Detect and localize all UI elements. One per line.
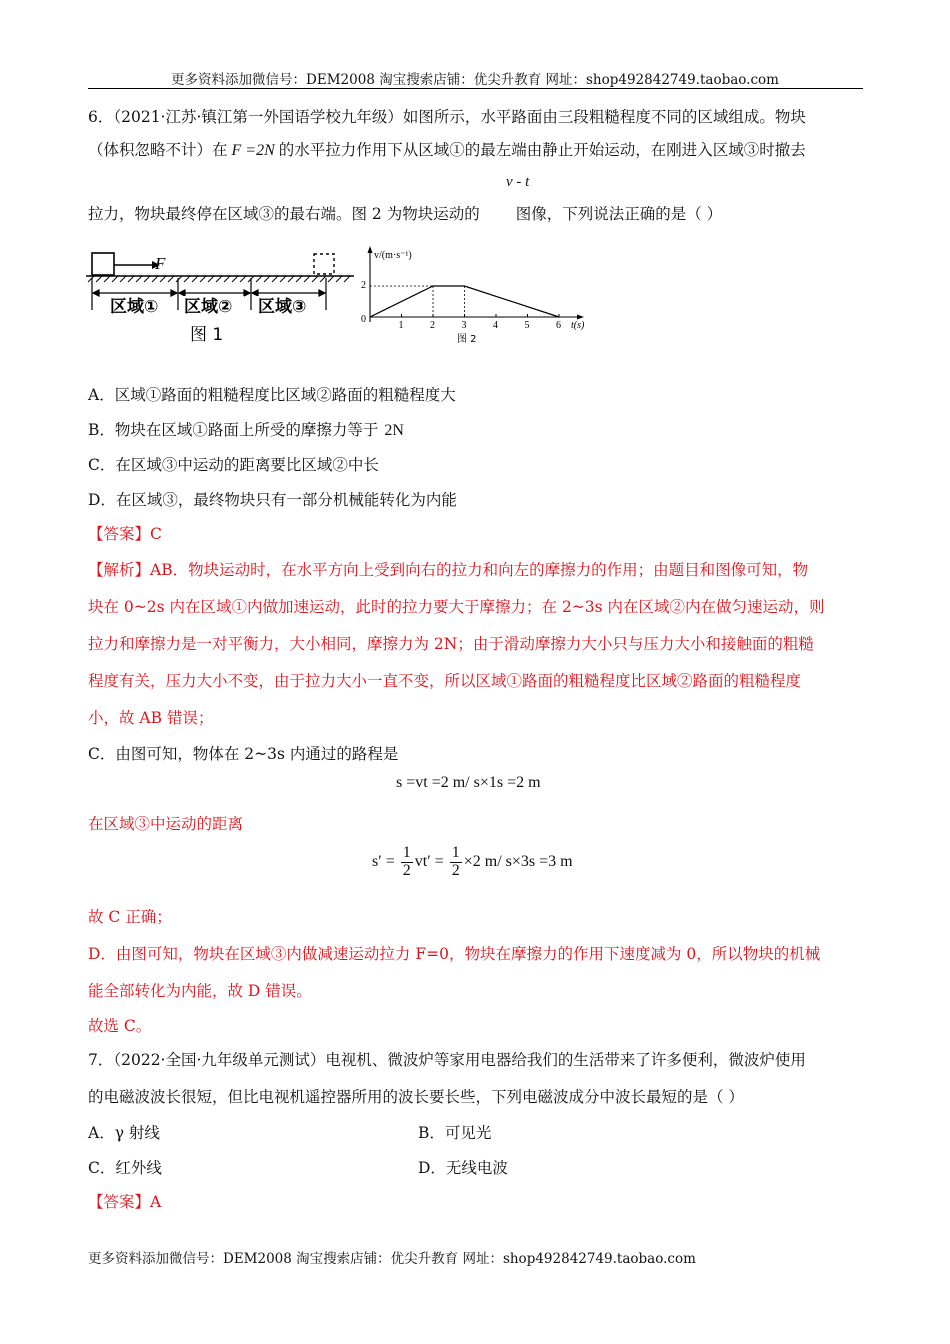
q7-line1: 7．（2022·全国·九年级单元测试）电视机、微波炉等家用电器给我们的生活带来了许多便利，微波炉使用 [88, 1051, 806, 1069]
y-axis-label: v/(m·s⁻¹) [374, 250, 412, 261]
q6-analysis-line7: 在区域③中运动的距离 [88, 815, 244, 833]
origin-label: 0 [361, 314, 366, 325]
q6-line3-b: 图像，下列说法正确的是（ ） [515, 205, 723, 223]
figure-1-caption: 图 1 [190, 325, 224, 345]
q6-analysis-line1: 【解析】AB．物块运动时，在水平方向上受到向右的拉力和向左的摩擦力的作用；由题目和图像可知，物 [88, 561, 809, 579]
road-hatching [88, 276, 350, 282]
q6-analysis-line9: D．由图可知，物块在区域③内做减速运动拉力 F=0，物块在摩擦力的作用下速度减为 0，所以物块的机械 [88, 945, 821, 963]
q7-option-d: D．无线电波 [418, 1159, 508, 1177]
q6-option-d: D．在区域③，最终物块只有一部分机械能转化为内能 [88, 491, 457, 509]
q6-line2 [88, 138, 806, 160]
eq2-rhs: ×2 m/ s×3s =3 m [463, 852, 573, 870]
force-equation: F =2N [231, 142, 275, 159]
x-tick-label-1: 1 [398, 320, 404, 331]
q6-analysis-line10: 能全部转化为内能，故 D 错误。 [88, 982, 312, 1000]
q6-line2-b: 的水平拉力作用下从区域①的最左端由静止开始运动，在刚进入区域③时撤去 [278, 141, 806, 159]
page-header: 更多资料添加微信号：DEM2008 淘宝搜索店铺：优尖升教育 网址：shop492842749.taobao.com [171, 72, 779, 88]
q6-analysis-line8: 故 C 正确； [88, 908, 172, 926]
q7-line2: 的电磁波波长很短，但比电视机遥控器所用的波长要长些，下列电磁波成分中波长最短的是（ ） [88, 1088, 744, 1106]
vt-chart [352, 242, 602, 346]
q6-option-c: C．在区域③中运动的距离要比区域②中长 [88, 456, 379, 474]
x-tick-label-5: 5 [524, 320, 530, 331]
x-axis-arrow [577, 315, 584, 320]
eq2-frac2-den: 2 [451, 861, 460, 879]
q6-analysis-line6: C．由图可知，物体在 2~3s 内通过的路程是 [88, 745, 399, 763]
q6-analysis-line4: 程度有关，压力大小不变，由于拉力大小一直不变，所以区域①路面的粗糙程度比区域②路面的粗糙程度 [88, 672, 802, 690]
page-footer: 更多资料添加微信号：DEM2008 淘宝搜索店铺：优尖升教育 网址：shop492842749.taobao.com [88, 1251, 696, 1267]
figure-1 [86, 248, 356, 348]
header-divider [88, 88, 863, 89]
x-tick-label-3: 3 [461, 320, 467, 331]
q7-option-c: C．红外线 [88, 1159, 162, 1177]
x-axis-label: t(s) [571, 320, 585, 331]
zone-3-label: 区域③ [258, 297, 307, 317]
q6-line3 [88, 202, 722, 224]
q6-option-b-text: B．物块在区域①路面上所受的摩擦力等于 [88, 421, 379, 439]
q6-analysis-line2: 块在 0~2s 内在区域①内做加速运动，此时的拉力要大于摩擦力；在 2~3s 内在区域②内在做匀速运动，则 [88, 598, 825, 616]
q6-line1: 6．（2021·江苏·镇江第一外国语学校九年级）如图所示，水平路面由三段粗糙程度不同的区域组成。物块 [88, 108, 806, 126]
q7-answer: 【答案】A [88, 1193, 162, 1211]
q6-line2-a: （体积忽略不计）在 [88, 141, 228, 159]
figure-2-caption: 图 2 [457, 334, 477, 345]
equation-distance-zone3 [372, 845, 573, 880]
vt-label: v - t [506, 174, 530, 190]
equation-distance-zone2: s =vt =2 m/ s×1s =2 m [396, 774, 541, 791]
zone-1-label: 区域① [110, 297, 159, 317]
reference-lines [370, 286, 465, 317]
force-label: F [155, 254, 166, 273]
q7-option-b: B．可见光 [418, 1124, 492, 1142]
y-tick-label: 2 [361, 280, 366, 291]
zone-2-label: 区域② [184, 297, 233, 317]
eq2-frac1-num: 1 [402, 844, 411, 861]
q6-answer: 【答案】C [88, 525, 162, 543]
q6-analysis-line3: 拉力和摩擦力是一对平衡力，大小相同，摩擦力为 2N；由于滑动摩擦力大小只与压力大小和接触面的粗糙 [88, 635, 814, 653]
eq2-frac1-den: 2 [402, 861, 411, 879]
q6-line3-a: 拉力，物块最终停在区域③的最右端。图 2 为物块运动的 [88, 205, 480, 223]
y-axis-arrow [368, 246, 373, 253]
eq2-mid: vt′ = [414, 852, 444, 870]
eq2-lhs: s′ = [372, 852, 395, 870]
eq2-frac2-num: 1 [451, 844, 460, 861]
x-tick-label-4: 4 [493, 320, 498, 331]
q7-option-a: A．γ 射线 [88, 1124, 160, 1142]
q6-option-a: A．区域①路面的粗糙程度比区域②路面的粗糙程度大 [88, 386, 456, 404]
x-tick-label-2: 2 [430, 320, 435, 331]
q6-analysis-line11: 故选 C。 [88, 1017, 152, 1035]
x-tick-label-6: 6 [556, 320, 561, 331]
q6-option-b [88, 418, 404, 440]
block-dashed [314, 254, 334, 274]
zone-arrows [93, 290, 325, 296]
block-solid [92, 253, 114, 275]
q6-option-b-value: 2N [384, 422, 404, 439]
q6-analysis-line5: 小，故 AB 错误； [88, 709, 214, 727]
